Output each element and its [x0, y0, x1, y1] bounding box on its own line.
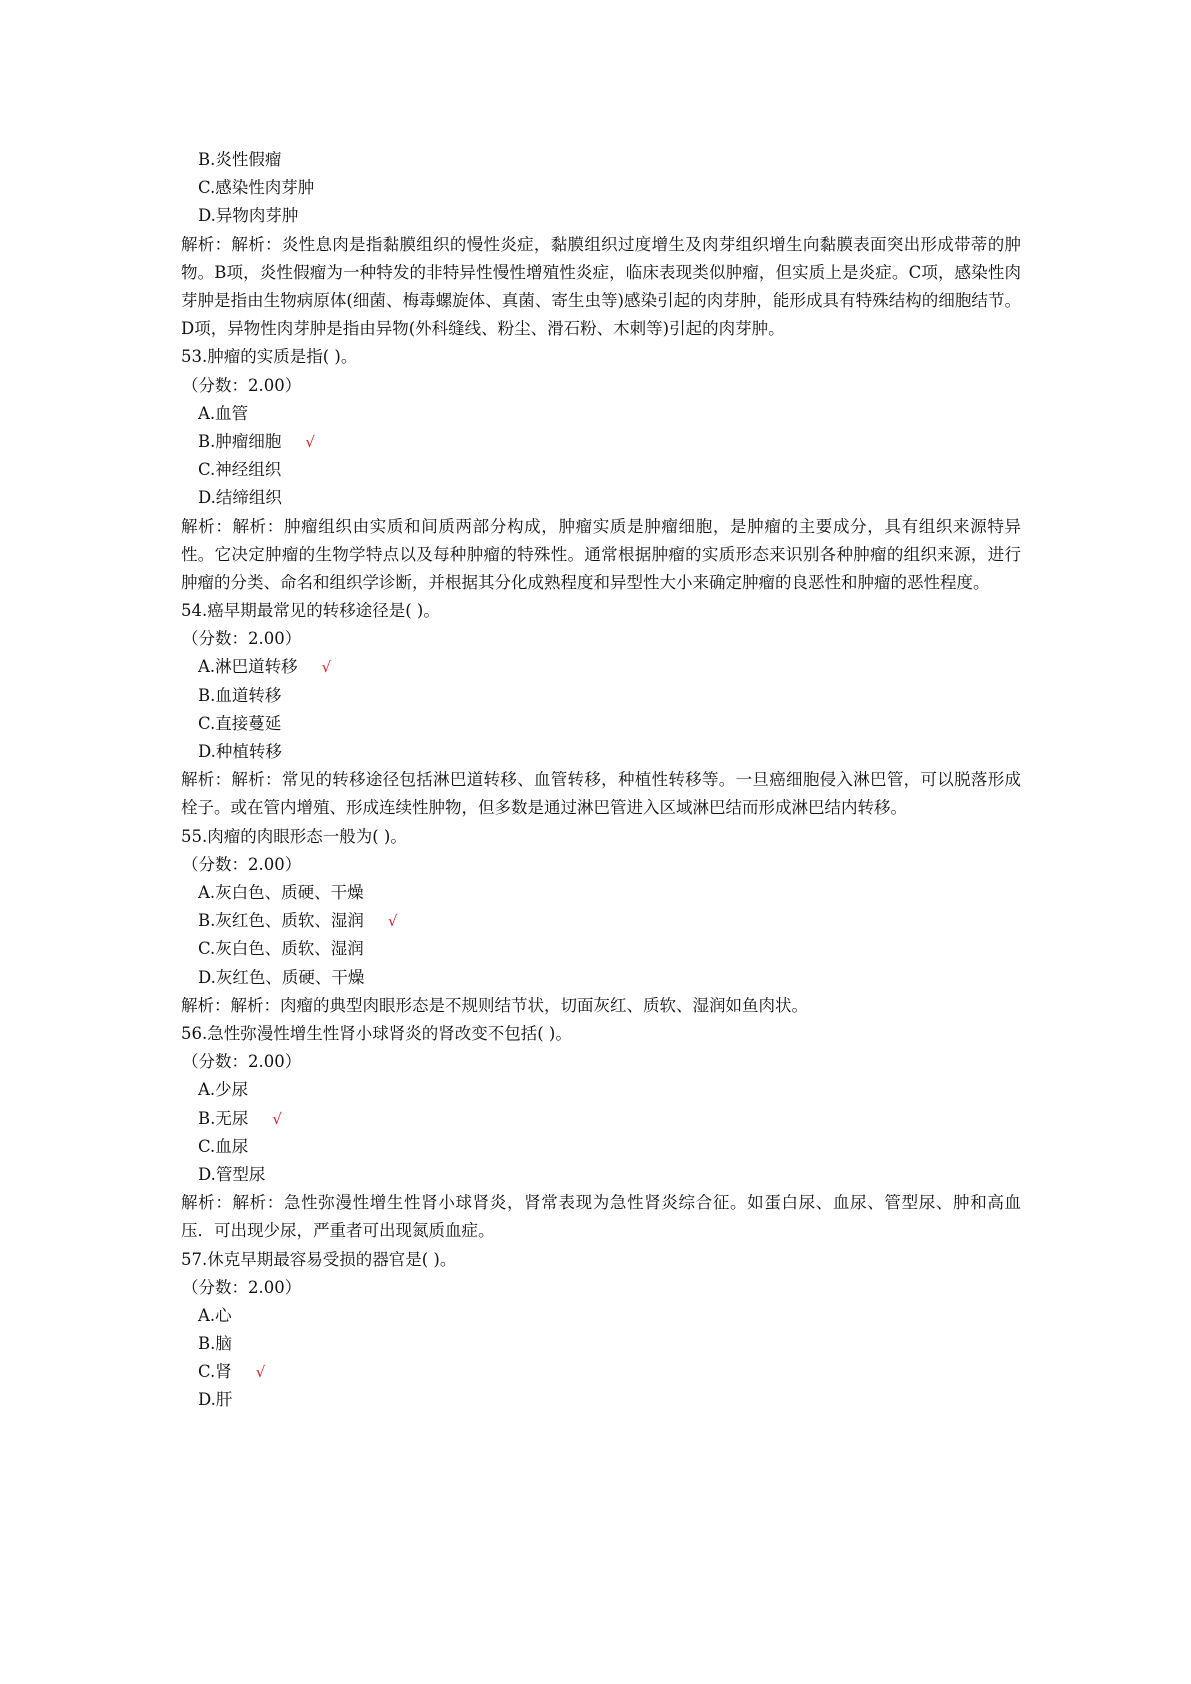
question-score: （分数：2.00）: [182, 1052, 302, 1072]
question-stem: 53.肿瘤的实质是指( )。: [181, 347, 358, 367]
option-row: [181, 1330, 1021, 1358]
option-text: A.灰白色、质硬、干燥: [198, 883, 364, 903]
option-text: C.神经组织: [198, 460, 282, 480]
question-block: [181, 343, 1021, 597]
option-text: C.直接蔓延: [198, 713, 282, 733]
question-stem: 54.癌早期最常见的转移途径是( )。: [181, 601, 440, 621]
option-text: D.异物肉芽肿: [198, 206, 299, 226]
question-score: （分数：2.00）: [182, 1277, 302, 1297]
option-text: D.灰红色、质硬、干燥: [198, 967, 365, 987]
correct-check-icon: √: [387, 912, 398, 931]
question-block: [181, 823, 1021, 1020]
analysis-text: 解析：解析：急性弥漫性增生性肾小球肾炎，肾常表现为急性肾炎综合征。如蛋白尿、血尿、管型尿、肿和高血压．可出现少尿，严重者可出现氮质血症。: [181, 1193, 1021, 1241]
option-text: D.管型尿: [198, 1164, 266, 1184]
option-row: [181, 710, 1021, 738]
question-content: [181, 146, 1021, 1415]
correct-check-icon: √: [272, 1109, 282, 1128]
analysis-text: 解析：解析：常见的转移途径包括淋巴道转移、血管转移，种植性转移等。一旦癌细胞侵入淋巴管，可以脱落形成栓子。或在管内增殖、形成连续性肿物，但多数是通过淋巴管进入区域淋巴结而形成淋巴结内转移。: [181, 770, 1021, 818]
option-row: [181, 174, 1021, 202]
option-text: A.心: [198, 1305, 232, 1325]
option-text: B.炎性假瘤: [198, 150, 282, 169]
question-stem: 55.肉瘤的肉眼形态一般为( )。: [181, 826, 407, 846]
question-stem: 57.休克早期最容易受损的器官是( )。: [181, 1249, 457, 1269]
question-block: [181, 1246, 1021, 1415]
option-row: [181, 964, 1021, 992]
option-text: C.灰白色、质软、湿润: [198, 939, 364, 959]
previous-question-tail: [181, 146, 1021, 343]
option-row: [181, 738, 1021, 766]
correct-check-icon: √: [305, 432, 315, 451]
option-text: C.肾: [198, 1362, 232, 1382]
option-text: A.少尿: [198, 1080, 249, 1100]
option-text: A.淋巴道转移: [198, 657, 298, 677]
question-score: （分数：2.00）: [182, 629, 302, 649]
option-text: C.血尿: [198, 1136, 249, 1156]
analysis-text: 解析：解析：肉瘤的典型肉眼形态是不规则结节状，切面灰红、质软、湿润如鱼肉状。: [181, 995, 808, 1015]
option-row: [181, 456, 1021, 484]
option-row: [181, 653, 1021, 681]
option-text: A.血管: [198, 403, 249, 423]
option-row: [181, 935, 1021, 963]
question-block: [181, 597, 1021, 823]
question-block: [181, 1020, 1021, 1246]
option-row: [181, 146, 1021, 174]
option-text: B.脑: [198, 1334, 232, 1354]
analysis-text: 解析：解析：肿瘤组织由实质和间质两部分构成，肿瘤实质是肿瘤细胞，是肿瘤的主要成分，具有组织来源特异性。它决定肿瘤的生物学特点以及每种肿瘤的特殊性。通常根据肿瘤的实质形态来识别各种肿瘤的组织来源，进行肿瘤的分类、命名和组织学诊断，并根据其分化成熟程度和异型性大小来确定肿瘤的良恶性和肿瘤的恶性程度。: [181, 516, 1021, 592]
option-row: [181, 1133, 1021, 1161]
analysis-text: 解析：解析：炎性息肉是指黏膜组织的慢性炎症，黏膜组织过度增生及肉芽组织增生向黏膜表面突出形成带蒂的肿物。B项，炎性假瘤为一种特发的非特异性慢性增殖性炎症，临床表现类似肿瘤，但实质上是炎症。C项，感染性肉芽肿是指由生物病原体(细菌、梅毒螺旋体、真菌、寄生虫等)感染引起的肉芽肿，能形成具有特殊结构的细胞结节。D项，异物性肉芽肿是指由异物(外科缝线、粉尘、滑石粉、木刺等)引起的肉芽肿。: [181, 234, 1022, 339]
option-text: B.血道转移: [198, 685, 282, 705]
option-text: D.种植转移: [198, 742, 282, 762]
option-row: [181, 1076, 1021, 1104]
option-row: [181, 1358, 1021, 1386]
option-row: [181, 400, 1021, 428]
option-row: [181, 1302, 1021, 1330]
question-score: （分数：2.00）: [182, 854, 302, 874]
option-row: [181, 1161, 1021, 1189]
option-row: [181, 484, 1021, 512]
option-text: B.灰红色、质软、湿润: [198, 911, 364, 931]
correct-check-icon: √: [255, 1363, 266, 1382]
option-row: [181, 907, 1021, 935]
option-row: [181, 202, 1021, 230]
option-row: [181, 1105, 1021, 1133]
option-text: C.感染性肉芽肿: [198, 178, 315, 198]
option-text: D.肝: [198, 1390, 233, 1410]
question-score: （分数：2.00）: [182, 375, 302, 395]
correct-check-icon: √: [321, 658, 332, 677]
option-text: B.无尿: [198, 1108, 249, 1128]
option-row: [181, 1386, 1021, 1414]
option-row: [181, 879, 1021, 907]
question-stem: 56.急性弥漫性增生性肾小球肾炎的肾改变不包括( )。: [181, 1023, 572, 1043]
option-row: [181, 682, 1021, 710]
option-text: B.肿瘤细胞: [198, 431, 282, 451]
option-text: D.结缔组织: [198, 488, 282, 508]
option-row: [181, 428, 1021, 456]
